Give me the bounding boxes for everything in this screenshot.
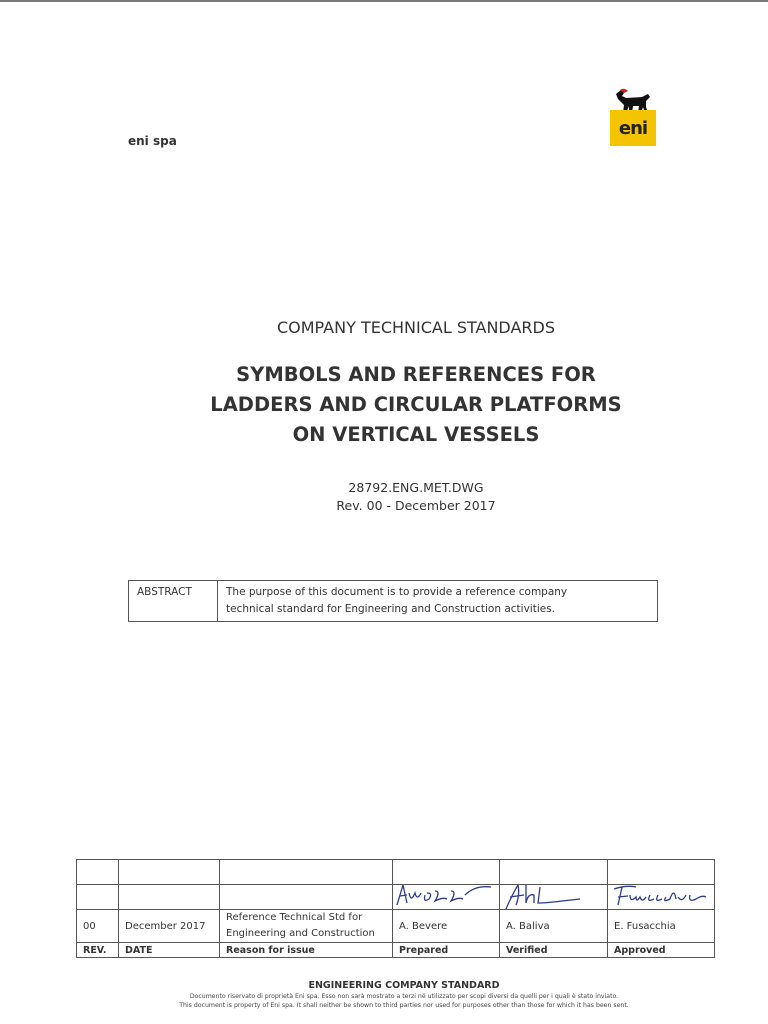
prepared-signature xyxy=(395,885,499,910)
logo-wordmark: eni xyxy=(618,118,648,139)
document-number: 28792.ENG.MET.DWG xyxy=(348,480,484,495)
document-category: COMPANY TECHNICAL STANDARDS xyxy=(276,318,556,337)
prepared-value: A. Bevere xyxy=(393,910,500,943)
date-value: December 2017 xyxy=(119,910,220,943)
title-line: LADDERS AND CIRCULAR PLATFORMS xyxy=(210,393,622,416)
revision-header-row xyxy=(77,943,715,958)
title-line: ON VERTICAL VESSELS xyxy=(292,423,540,446)
footer-confidentiality-italian: Documento riservato di proprietà Eni spa. Esso non sarà mostrato a terzi né utilizzato per scopi diversi da quelli per i quali è stato inviato. xyxy=(189,993,619,1000)
abstract-box xyxy=(128,580,658,622)
company-name: eni spa xyxy=(128,134,177,148)
approved-signature-cell xyxy=(608,885,715,910)
signature-row xyxy=(77,885,715,910)
reason-line: Reference Technical Std for xyxy=(226,912,363,923)
header-verified: Verified xyxy=(500,943,608,958)
verified-value: A. Baliva xyxy=(500,910,608,943)
reason-value xyxy=(220,910,393,943)
page-top-border xyxy=(0,0,768,2)
approved-value: E. Fusacchia xyxy=(608,910,715,943)
header-approved: Approved xyxy=(608,943,715,958)
rev-value: 00 xyxy=(77,910,119,943)
header-date: DATE xyxy=(119,943,220,958)
abstract-text-line: technical standard for Engineering and Construction activities. xyxy=(226,603,556,615)
approved-signature xyxy=(610,885,714,910)
header-reason: Reason for issue xyxy=(220,943,393,958)
reason-line: Engineering and Construction xyxy=(226,928,375,939)
abstract-label: ABSTRACT xyxy=(129,581,218,622)
eni-logo xyxy=(610,88,656,146)
revision-table xyxy=(76,859,715,958)
header-rev: REV. xyxy=(77,943,119,958)
footer-title: ENGINEERING COMPANY STANDARD xyxy=(308,980,500,991)
revision-row xyxy=(77,910,715,943)
title-line: SYMBOLS AND REFERENCES FOR xyxy=(236,363,596,386)
abstract-text-line: The purpose of this document is to provide a reference company xyxy=(226,586,568,598)
footer-confidentiality-english: This document is property of Eni spa. It shall neither be shown to third parties nor used for purposes other than those for which it has been sent. xyxy=(179,1002,629,1009)
prepared-signature-cell xyxy=(393,885,500,910)
document-title xyxy=(0,360,768,450)
empty-revision-row xyxy=(77,860,715,885)
revision-date: Rev. 00 - December 2017 xyxy=(336,498,496,513)
verified-signature xyxy=(502,885,606,910)
header-prepared: Prepared xyxy=(393,943,500,958)
abstract-text xyxy=(218,581,658,622)
verified-signature-cell xyxy=(500,885,608,910)
